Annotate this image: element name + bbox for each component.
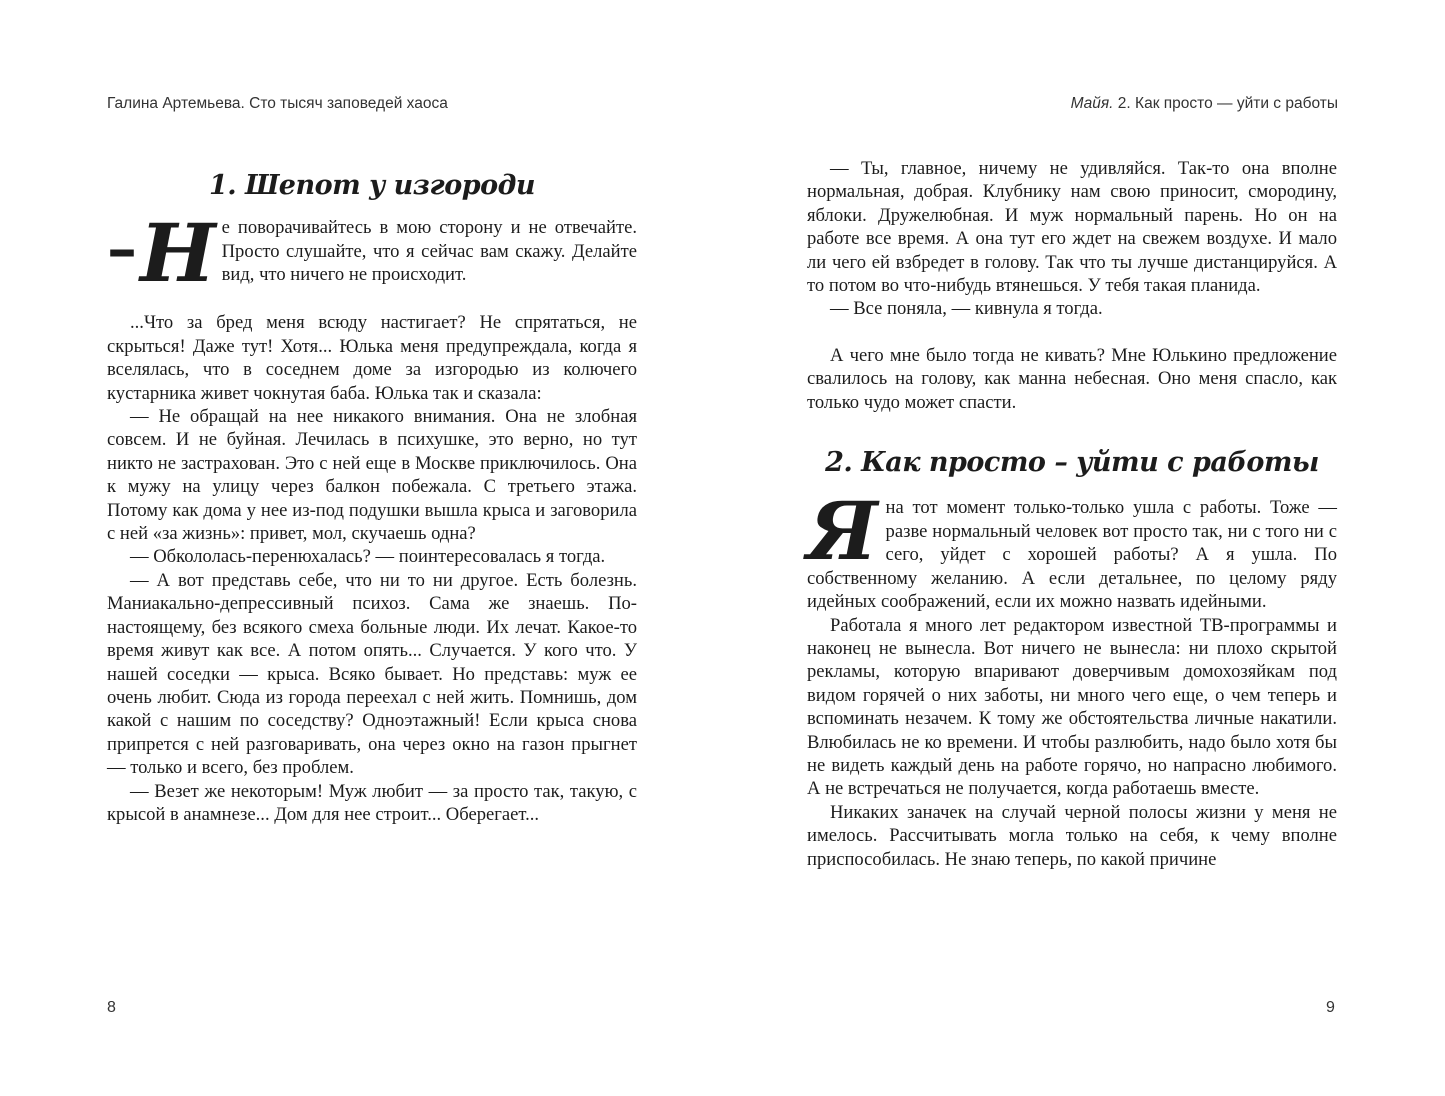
paragraph: — Все поняла, — кивнула я тогда.	[830, 298, 1103, 320]
paragraph: Никаких заначек на случай черной полосы жизни у меня не имелось. Рассчитывать могла только на себя, к чему вполне приспособилась. Не знаю теперь, по какой причине	[807, 801, 1337, 870]
paragraph: — А вот представь себе, что ни то ни другое. Есть болезнь. Маниакально-депрессивный психоз. Сама же знаешь. По-настоящему, без всякого смеха больные люди. Их лечат. Какое-то время живут как все. А потом опять... Случается. У кого что. У нашей соседки — крыса. Всяко бывает. Но представь: муж ее очень любит. Сюда из города переехал с ней жить. Помнишь, дом какой с нашим по соседству? Одноэтажный! Если крыса снова припрется с ней разговаривать, она через окно на газон прыгнет — только и всего, без проблем.	[107, 569, 637, 779]
paragraph: — Везет же некоторым! Муж любит — за просто так, такую, с крысой в анамнезе... Дом для нее строит... Оберегает...	[107, 780, 637, 825]
page-number-left: 8	[107, 999, 116, 1016]
opening-text: е поворачивайтесь в мою сторону и не отвечайте. Просто слушайте, что я сейчас вам скажу. Делайте вид, что ничего не происходит.	[221, 217, 637, 286]
paragraph: — Обкололась-перенюхалась? — поинтересовалась я тогда.	[130, 546, 606, 568]
opening-text: на тот момент только-только ушла с работы. Тоже — разве нормальный человек вот просто так, ни с того ни с сего, уйдет с хорошей работы? А я ушла. По собственному желанию. А если детальнее, по целому ряду идейных соображений, если их можно назвать идейными.	[807, 497, 1337, 613]
paragraph: ...Что за бред меня всюду настигает? Не спрятаться, не скрыться! Даже тут! Хотя... Юлька меня предупреждала, когда я вселялась, что в соседнем доме за изгородью из колючего кустарника живет чокнутая баба. Юлька так и сказала:	[107, 312, 637, 404]
dropcap-letter: Н	[140, 206, 216, 301]
page-number-right: 9	[1326, 999, 1335, 1016]
running-header-heroine: Майя.	[1070, 95, 1114, 112]
right-page	[807, 157, 1337, 871]
chapter-title-2: 2. Как просто – уйти с работы	[825, 447, 1319, 479]
paragraph: А чего мне было тогда не кивать? Мне Юлькино предложение свалилось на голову, как манна небесная. Оно меня спасло, как только чудо может спасти.	[807, 344, 1337, 413]
running-header-right	[1071, 95, 1338, 113]
dropcap-dash: –	[107, 214, 137, 285]
dropcap-letter: Я	[807, 484, 878, 579]
opening-paragraph	[107, 206, 637, 301]
running-header-chapter: 2. Как просто — уйти с работы	[1113, 95, 1338, 112]
opening-paragraph	[807, 484, 1337, 613]
chapter-title-1: 1. Шепот у изгороди	[208, 170, 535, 201]
paragraph: — Ты, главное, ничему не удивляйся. Так-то она вполне нормальная, добрая. Клубнику нам свою приносит, смородину, яблоки. Дружелюбная. И муж нормальный парень. Но он на работе все время. А она тут его ждет на свежем воздухе. И мало ли чего ей взбредет в голову. Так что ты лучше дистанцируйся. А то потом во что-нибудь втянешься. У тебя такая планида.	[807, 158, 1337, 297]
paragraph: Работала я много лет редактором известной ТВ-программы и наконец не вынесла. Вот ничего не вынесла: ни плохо скрытой рекламы, которую впаривают доверчивым домохозяйкам под видом горячей о них заботы, ни много чего еще, о чем теперь и вспоминать незачем. К тому же обстоятельства личные накатили. Влюбилась не ко времени. И чтобы разлюбить, надо было хотя бы не видеть каждый день на работе горячо, но напрасно любимого. А не встречаться не получается, когда работаешь вместе.	[807, 614, 1337, 800]
paragraph: — Не обращай на нее никакого внимания. Она не злобная совсем. И не буйная. Лечилась в психушке, это верно, но тут никто не застрахован. Это с ней еще в Москве приключилось. Она к мужу на улицу через балкон побежала. С третьего этажа. Потому как дома у нее из-под подушки вышла крыса и заговорила с ней «за жизнь»: привет, мол, скучаешь одна?	[107, 406, 637, 545]
left-page	[107, 150, 637, 826]
running-header-left: Галина Артемьева. Сто тысяч заповедей хаоса	[107, 95, 448, 112]
